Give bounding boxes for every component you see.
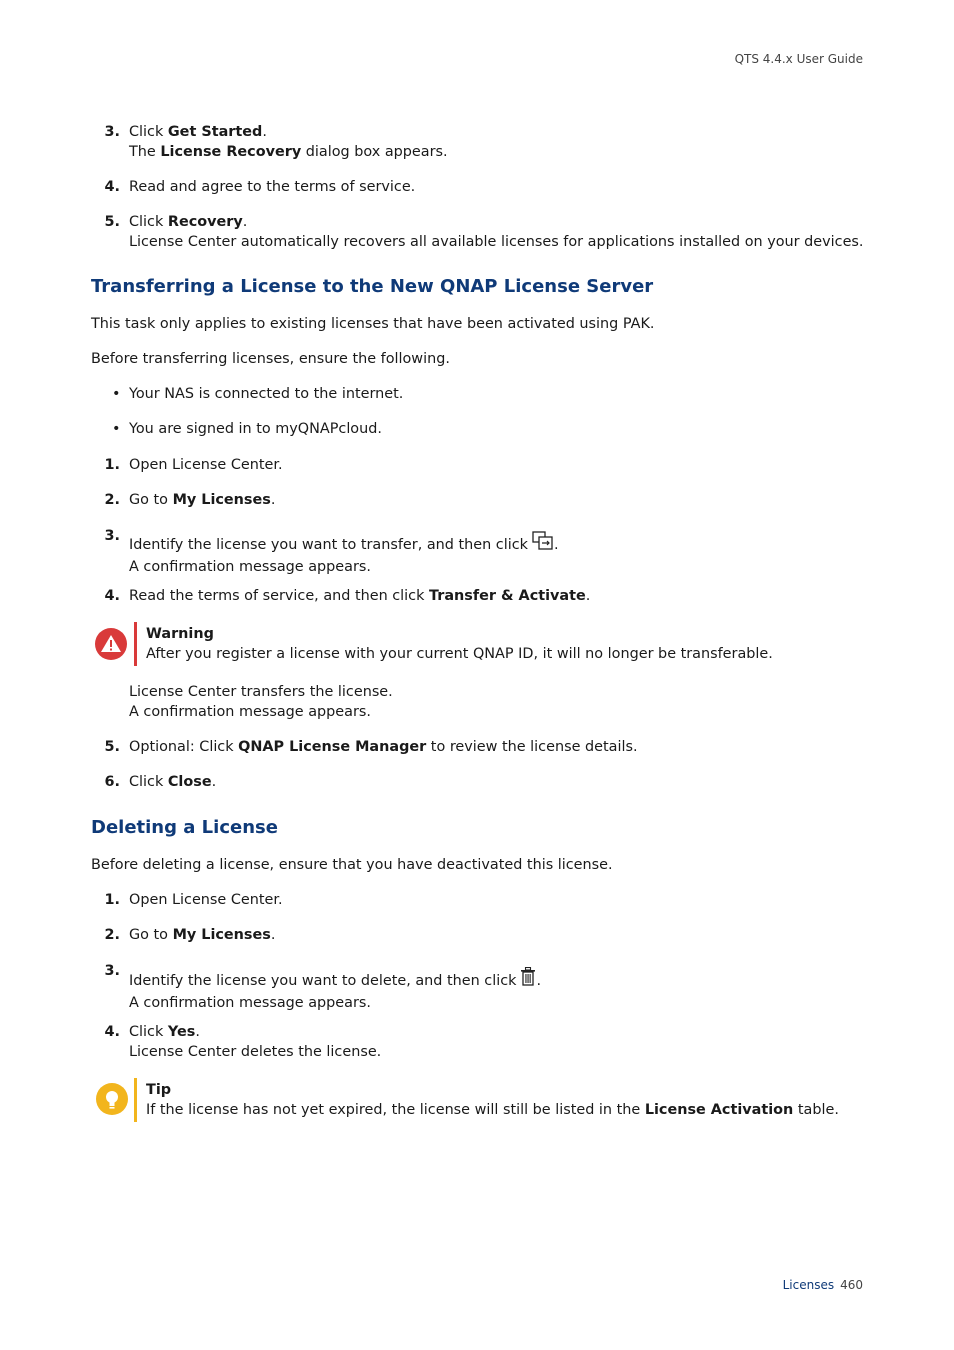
step-recovery [0,212,954,252]
step-result: dialog box appears. [301,144,448,160]
section-heading-transfer: Transferring a License to the New QNAP License Server [91,276,654,297]
section-heading-delete: Deleting a License [91,817,278,838]
step-text: to review the license details. [426,739,638,755]
warning-body [146,624,773,664]
warning-callout [0,620,954,670]
bullet-text: Your NAS is connected to the internet. [129,386,404,402]
trash-icon [520,967,536,993]
step-text: . [536,973,542,989]
step-result: A confirmation message appears. [129,995,371,1011]
step-agree-terms [0,177,954,217]
tip-text: If the license has not yet expired, the license will still be listed in the [146,1102,645,1118]
step-number: 6. [104,774,120,790]
ui-term: Yes [167,1024,196,1040]
step-body [129,586,889,606]
step-number: 2. [104,927,120,943]
step-result: License Center deletes the license. [129,1044,382,1060]
step-text: . [242,214,248,230]
ui-term: Get Started [167,124,263,140]
step-text: . [585,588,591,604]
transfer-icon [532,531,554,557]
step-text: Optional: Click [129,739,239,755]
step-number: 3. [104,528,120,544]
step-text: Click [129,774,168,790]
step-number: 4. [104,588,120,604]
page-footer [783,1275,863,1295]
step-click-yes [0,1022,954,1062]
step-body [129,531,889,577]
warning-title: Warning [146,626,214,642]
ui-term: Close [167,774,212,790]
step-text: . [270,927,276,943]
step-result: License Center automatically recovers all available licenses for applications installed on your devices. [129,234,864,250]
step-number: 1. [104,892,120,908]
ui-term: My Licenses [172,492,271,508]
tip-text: table. [793,1102,839,1118]
warning-text: After you register a license with your current QNAP ID, it will no longer be transferable. [146,646,773,662]
step-identify-delete [0,961,954,1011]
step-text: . [262,124,267,140]
bullet-dot: • [112,386,121,402]
step-number: 4. [104,1024,120,1040]
step-result: A confirmation message appears. [129,704,371,720]
paragraph: This task only applies to existing licenses that have been activated using PAK. [91,316,655,332]
paragraph: Before deleting a license, ensure that you have deactivated this license. [91,857,613,873]
step-number: 5. [104,739,120,755]
step-number: 5. [104,214,120,230]
step-text: Identify the license you want to transfer, and then click [129,537,528,553]
step-body [129,925,889,945]
warning-icon [95,628,127,660]
step-text: . [211,774,217,790]
tip-callout [0,1076,954,1126]
step-license-manager [0,737,954,777]
step-text: Read the terms of service, and then click [129,588,430,604]
step-number: 2. [104,492,120,508]
ui-term: License Activation [644,1102,794,1118]
step-number: 1. [104,457,120,473]
step-text: Open License Center. [129,457,283,473]
bullet-text: You are signed in to myQNAPcloud. [129,421,382,437]
step-text: Identify the license you want to delete, and then click [129,973,517,989]
step-number: 4. [104,179,120,195]
bullet-item [0,384,954,424]
step-body [129,737,889,757]
paragraph: Before transferring licenses, ensure the following. [91,351,450,367]
page-number: 460 [840,1278,863,1292]
step-go-to-licenses [0,490,954,530]
step-open-license-center [0,455,954,495]
bullet-dot: • [112,421,121,437]
ui-term: Recovery [167,214,243,230]
step-text: . [195,1024,200,1040]
step-text: Click [129,1024,168,1040]
step-text: Go to [129,492,173,508]
step-result: The [129,144,161,160]
step-go-to-licenses [0,925,954,965]
ui-term: License Recovery [160,144,302,160]
step-text: Read and agree to the terms of service. [129,179,416,195]
lightbulb-icon [96,1083,128,1115]
step-text: Open License Center. [129,892,283,908]
ui-term: QNAP License Manager [238,739,427,755]
step-result: A confirmation message appears. [129,559,371,575]
step-body [129,1022,889,1062]
tip-bar [134,1078,137,1122]
step-text: Click [129,124,168,140]
step-text: Go to [129,927,173,943]
step-result: License Center transfers the license. [129,684,393,700]
ui-term: Transfer & Activate [429,588,586,604]
tip-title: Tip [146,1082,172,1098]
step-identify-transfer [0,526,954,576]
step-text: . [553,537,559,553]
step-close [0,772,954,812]
step-open-license-center [0,890,954,930]
step-body [129,772,889,792]
bullet-item [0,419,954,459]
tip-body [146,1080,839,1120]
step-text: Click [129,214,168,230]
warning-followup [129,682,393,722]
step-number: 3. [104,963,120,979]
step-body [129,967,889,1013]
step-get-started [0,122,954,162]
warning-bar [134,622,137,666]
running-header: QTS 4.4.x User Guide [734,52,863,66]
step-text: . [270,492,276,508]
ui-term: My Licenses [172,927,271,943]
step-body [129,212,889,252]
footer-section: Licenses [782,1278,835,1292]
step-body [129,490,889,510]
step-body [129,122,889,162]
step-number: 3. [104,124,120,140]
